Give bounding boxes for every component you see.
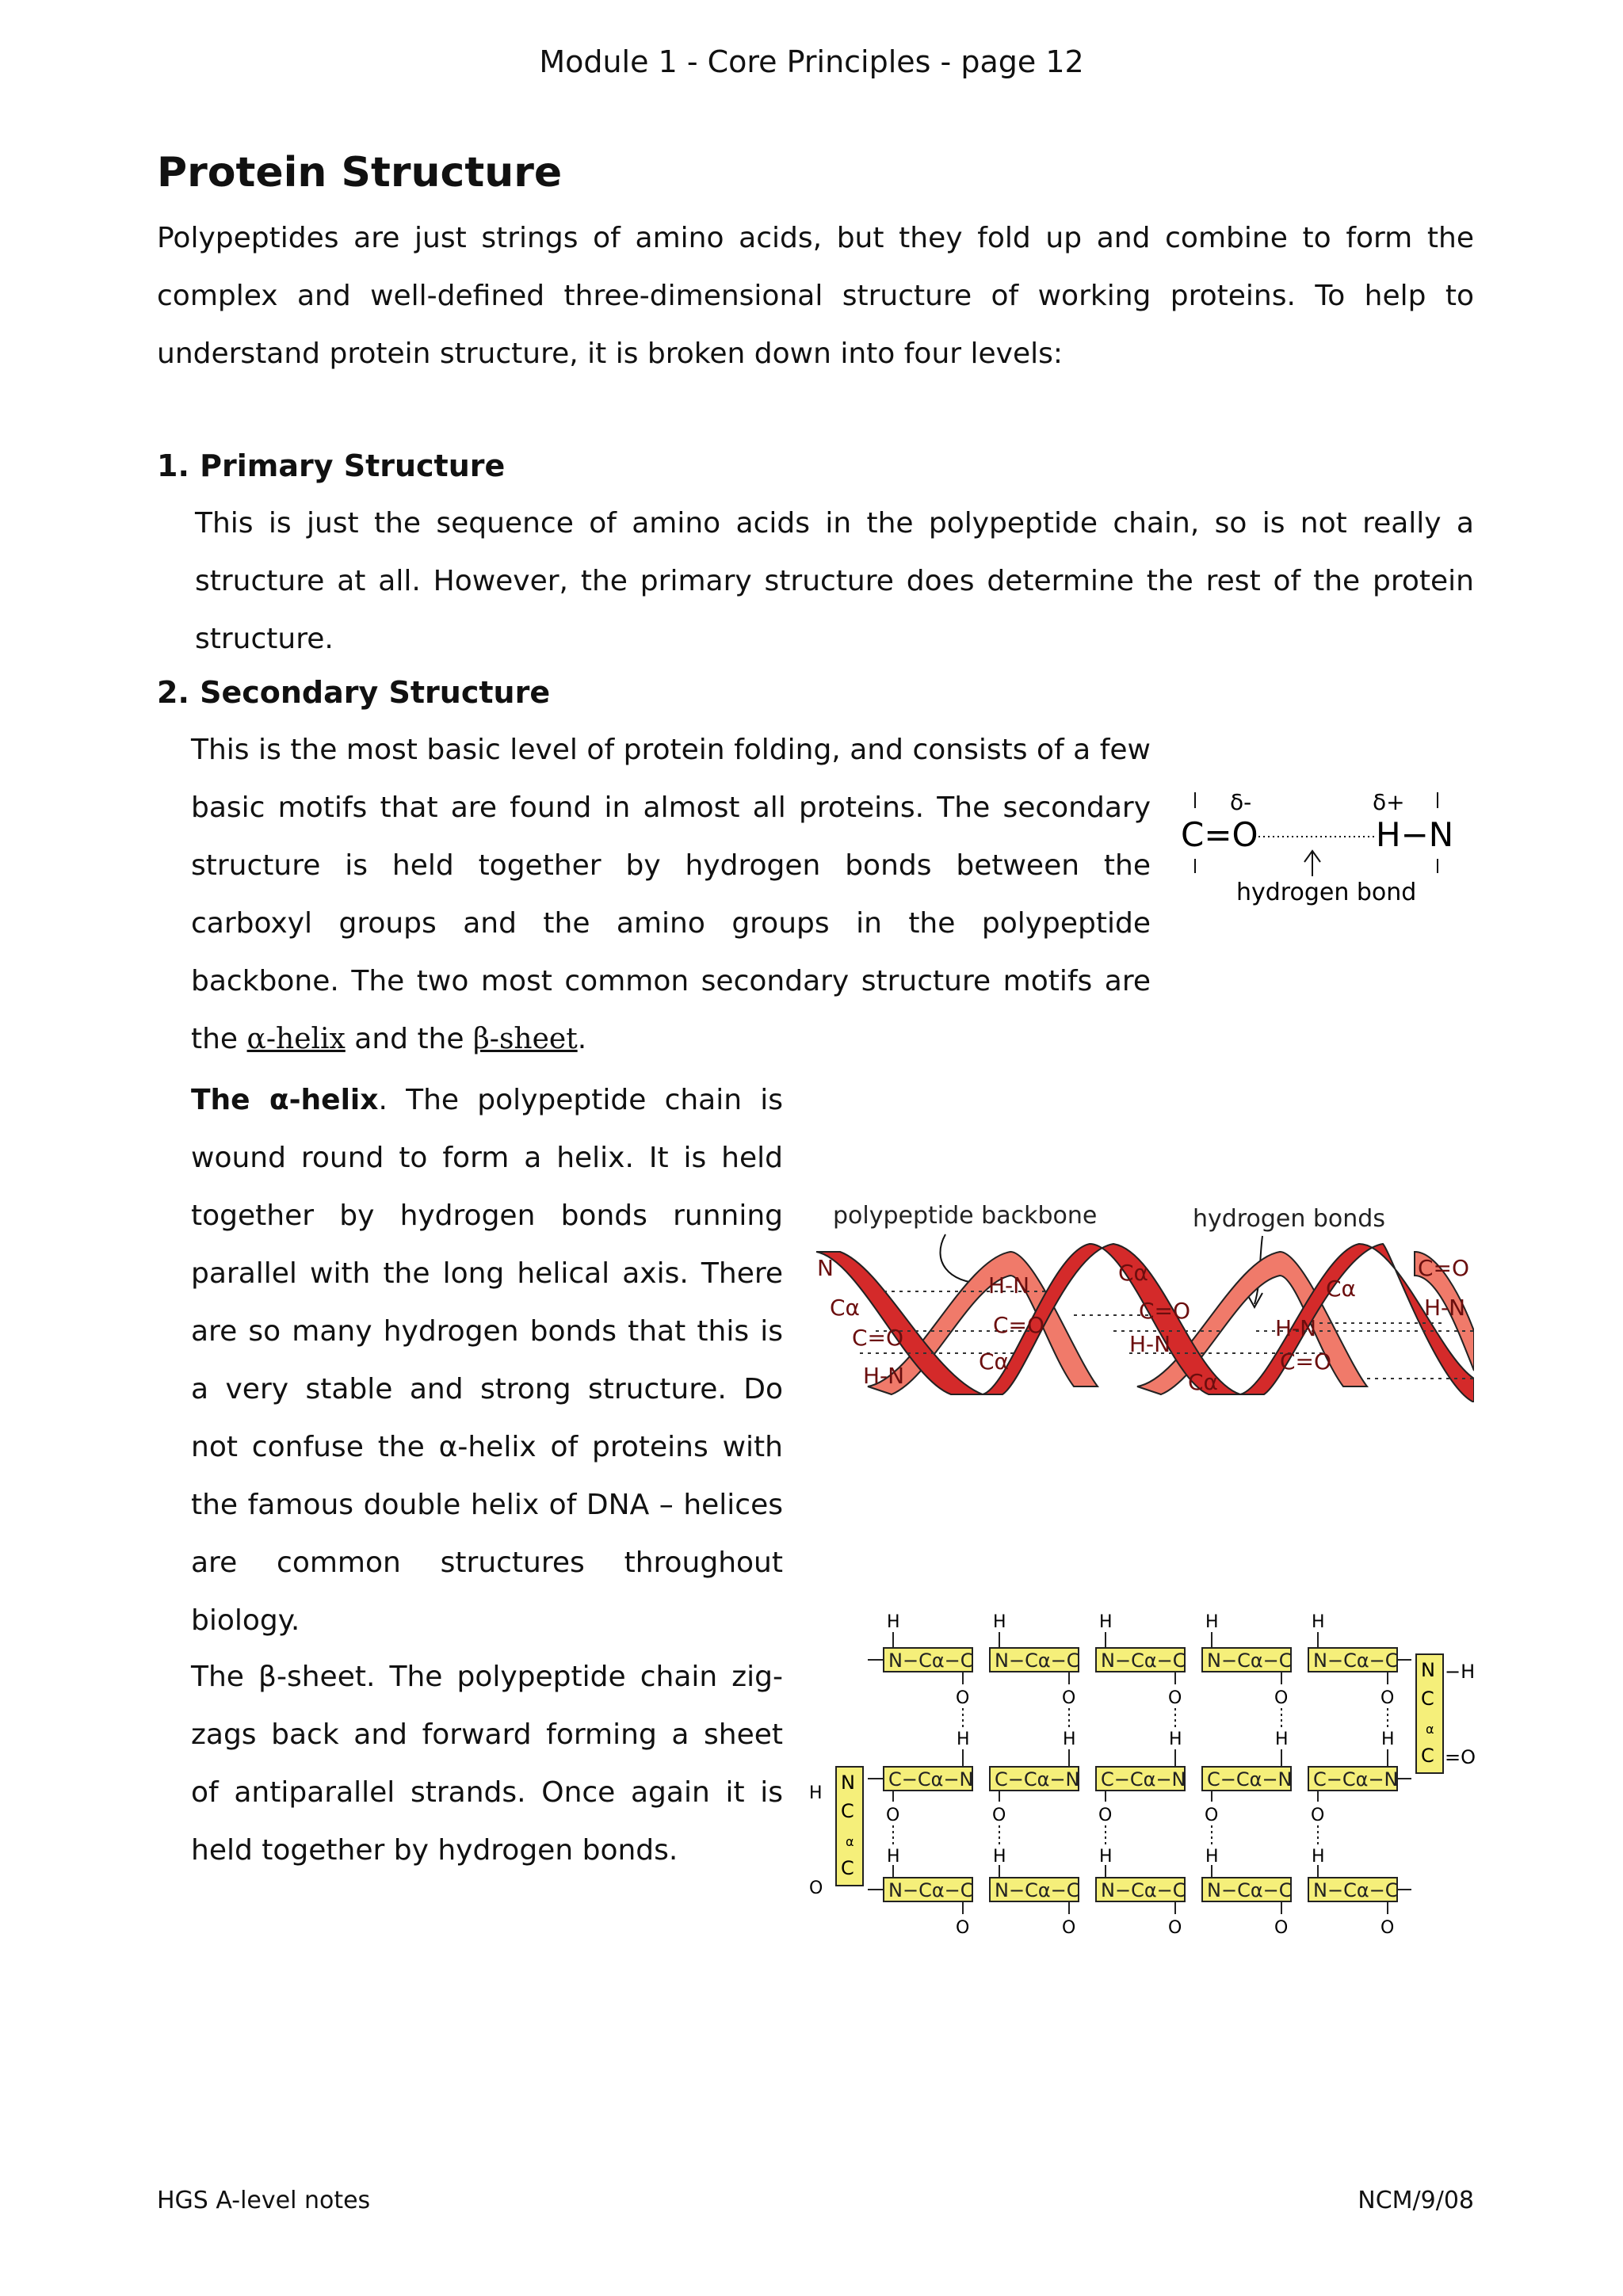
helix-atom: C=O: [852, 1325, 904, 1351]
helix-atom: H-N: [863, 1363, 905, 1389]
residue-label: N−Cα−C: [995, 1650, 1080, 1672]
residue-label: C−Cα−N: [888, 1768, 974, 1791]
hydrogen-label: H: [887, 1847, 900, 1867]
oxygen-label: O: [1274, 1918, 1289, 1938]
oxygen-label: O: [1062, 1688, 1076, 1708]
hydrogen-label: H: [1275, 1730, 1289, 1749]
oxygen-label: O: [1205, 1806, 1219, 1825]
residue-label: C−Cα−N: [1313, 1768, 1399, 1791]
helix-atom: C=O: [1139, 1298, 1191, 1324]
residue-label: N−Cα−C: [1101, 1879, 1186, 1901]
residue-label: C−Cα−N: [995, 1768, 1080, 1791]
residue-label: C−Cα−N: [1207, 1768, 1293, 1791]
helix-atom: Cα: [979, 1348, 1010, 1375]
beta-sheet-diagram: [804, 1591, 1478, 1939]
helix-atom: C=O: [993, 1312, 1045, 1338]
footer-right: NCM/9/08: [1358, 2187, 1474, 2214]
turn-atom: O: [809, 1878, 823, 1898]
helix-atom: H-N: [1424, 1295, 1466, 1321]
oxygen-label: O: [1311, 1806, 1325, 1825]
turn-atom: N: [841, 1772, 855, 1794]
turn-atom: C: [1421, 1745, 1434, 1767]
hydrogen-label: H: [1063, 1730, 1076, 1749]
oxygen-label: O: [992, 1806, 1006, 1825]
secondary-text: This is the most basic level of protein folding, and consists of a few basic motifs that are found in almost all proteins. The secondary structure is held together by hydrogen bonds between the carboxyl groups and the amino groups in the polypeptide backbone. The two most common secondary structure motifs are the: [191, 734, 1151, 1055]
hydrogen-bond-diagram: [1173, 784, 1474, 919]
residue-label: C−Cα−N: [1101, 1768, 1186, 1791]
beta-sheet-paragraph: The β-sheet. The polypeptide chain zig-zags back and forward forming a sheet of antiparallel strands. Once again it is held together by hydrogen bonds.: [191, 1661, 783, 1867]
helix-atom: Cα: [1326, 1276, 1357, 1302]
secondary-and: and the: [345, 1023, 473, 1055]
oxygen-label: O: [1168, 1918, 1182, 1938]
oxygen-label: O: [956, 1918, 970, 1938]
residue-label: N−Cα−C: [1207, 1650, 1293, 1672]
helix-atom: N: [817, 1255, 834, 1281]
turn-atom: C: [1421, 1688, 1434, 1710]
residue-label: N−Cα−C: [888, 1650, 974, 1672]
oxygen-label: O: [1098, 1806, 1113, 1825]
turn-atom: H: [809, 1783, 823, 1803]
turn-atom: −H: [1445, 1661, 1476, 1683]
hydrogen-label: H: [1205, 1612, 1219, 1632]
turn-atom: C: [841, 1800, 854, 1822]
primary-heading: 1. Primary Structure: [157, 448, 506, 483]
hydrogen-label: H: [1205, 1847, 1219, 1867]
hydrogen-label: H: [1381, 1730, 1395, 1749]
alpha-helix-diagram: [812, 1196, 1474, 1402]
residue-label: N−Cα−C: [1207, 1879, 1293, 1901]
hydrogen-label: H: [1169, 1730, 1182, 1749]
footer-left: HGS A-level notes: [157, 2187, 371, 2214]
alpha-helix-link[interactable]: α-helix: [246, 1023, 346, 1055]
secondary-end: .: [577, 1023, 587, 1055]
turn-atom: α: [846, 1834, 854, 1849]
residue-label: N−Cα−C: [1313, 1650, 1399, 1672]
carbonyl-label: C=O: [1181, 815, 1258, 854]
intro-paragraph: Polypeptides are just strings of amino acids, but they fold up and combine to form the complex and well-defined three-dimensional structure of working proteins. To help to understand protein structure, it is broken down into four levels:: [157, 222, 1474, 370]
amine-label: H−N: [1376, 815, 1454, 854]
residue-label: N−Cα−C: [1313, 1879, 1399, 1901]
hydrogen-label: H: [993, 1847, 1006, 1867]
turn-atom: C: [841, 1857, 854, 1879]
hbonds-label: hydrogen bonds: [1193, 1205, 1385, 1233]
page-header: Module 1 - Core Principles - page 12: [539, 44, 1084, 79]
backbone-label: polypeptide backbone: [833, 1202, 1098, 1230]
hydrogen-label: H: [1312, 1847, 1325, 1867]
helix-atom: H-N: [1275, 1315, 1317, 1341]
oxygen-label: O: [1381, 1918, 1395, 1938]
hydrogen-label: H: [1099, 1612, 1113, 1632]
helix-atom: Cα: [830, 1295, 861, 1321]
alpha-helix-paragraph: [191, 1071, 783, 1650]
oxygen-label: O: [956, 1688, 970, 1708]
residue-label: N−Cα−C: [995, 1879, 1080, 1901]
oxygen-label: O: [1381, 1688, 1395, 1708]
residue-label: N−Cα−C: [888, 1879, 974, 1901]
oxygen-label: O: [1274, 1688, 1289, 1708]
turn-atom: N: [1421, 1659, 1435, 1681]
hydrogen-label: H: [957, 1730, 970, 1749]
secondary-heading: 2. Secondary Structure: [157, 675, 551, 710]
helix-atom: H-N: [1129, 1331, 1171, 1357]
turn-atom: α: [1426, 1722, 1434, 1737]
helix-atom: H-N: [988, 1272, 1030, 1299]
helix-atom: Cα: [1118, 1260, 1149, 1286]
hydrogen-label: H: [993, 1612, 1006, 1632]
oxygen-label: O: [886, 1806, 900, 1825]
helix-atom: C=O: [1418, 1255, 1470, 1281]
secondary-paragraph: [191, 721, 1151, 1068]
turn-atom: =O: [1445, 1746, 1476, 1768]
page-title: Protein Structure: [157, 149, 563, 196]
residue-label: N−Cα−C: [1101, 1650, 1186, 1672]
oxygen-label: O: [1168, 1688, 1182, 1708]
hydrogen-label: H: [1099, 1847, 1113, 1867]
hydrogen-label: H: [887, 1612, 900, 1632]
hbond-caption: hydrogen bond: [1236, 879, 1417, 906]
beta-sheet-link[interactable]: β-sheet: [472, 1023, 578, 1055]
helix-atom: Cα: [1188, 1369, 1219, 1395]
helix-atom: C=O: [1280, 1348, 1332, 1375]
oxygen-label: O: [1062, 1918, 1076, 1938]
alpha-helix-bold: The α-helix: [191, 1084, 379, 1116]
delta-plus-label: δ+: [1373, 789, 1405, 815]
delta-minus-label: δ-: [1230, 789, 1252, 815]
hydrogen-label: H: [1312, 1612, 1325, 1632]
primary-paragraph: This is just the sequence of amino acids in the polypeptide chain, so is not really a structure at all. However, the primary structure does determine the rest of the protein structure.: [195, 507, 1474, 655]
alpha-helix-text: . The polypeptide chain is wound round to form a helix. It is held together by hydrogen bonds running parallel with the long helical axis. There are so many hydrogen bonds that this is a very stable and strong structure. Do not confuse the α-helix of proteins with the famous double helix of DNA – helices are common structures throughout biology.: [191, 1084, 783, 1637]
